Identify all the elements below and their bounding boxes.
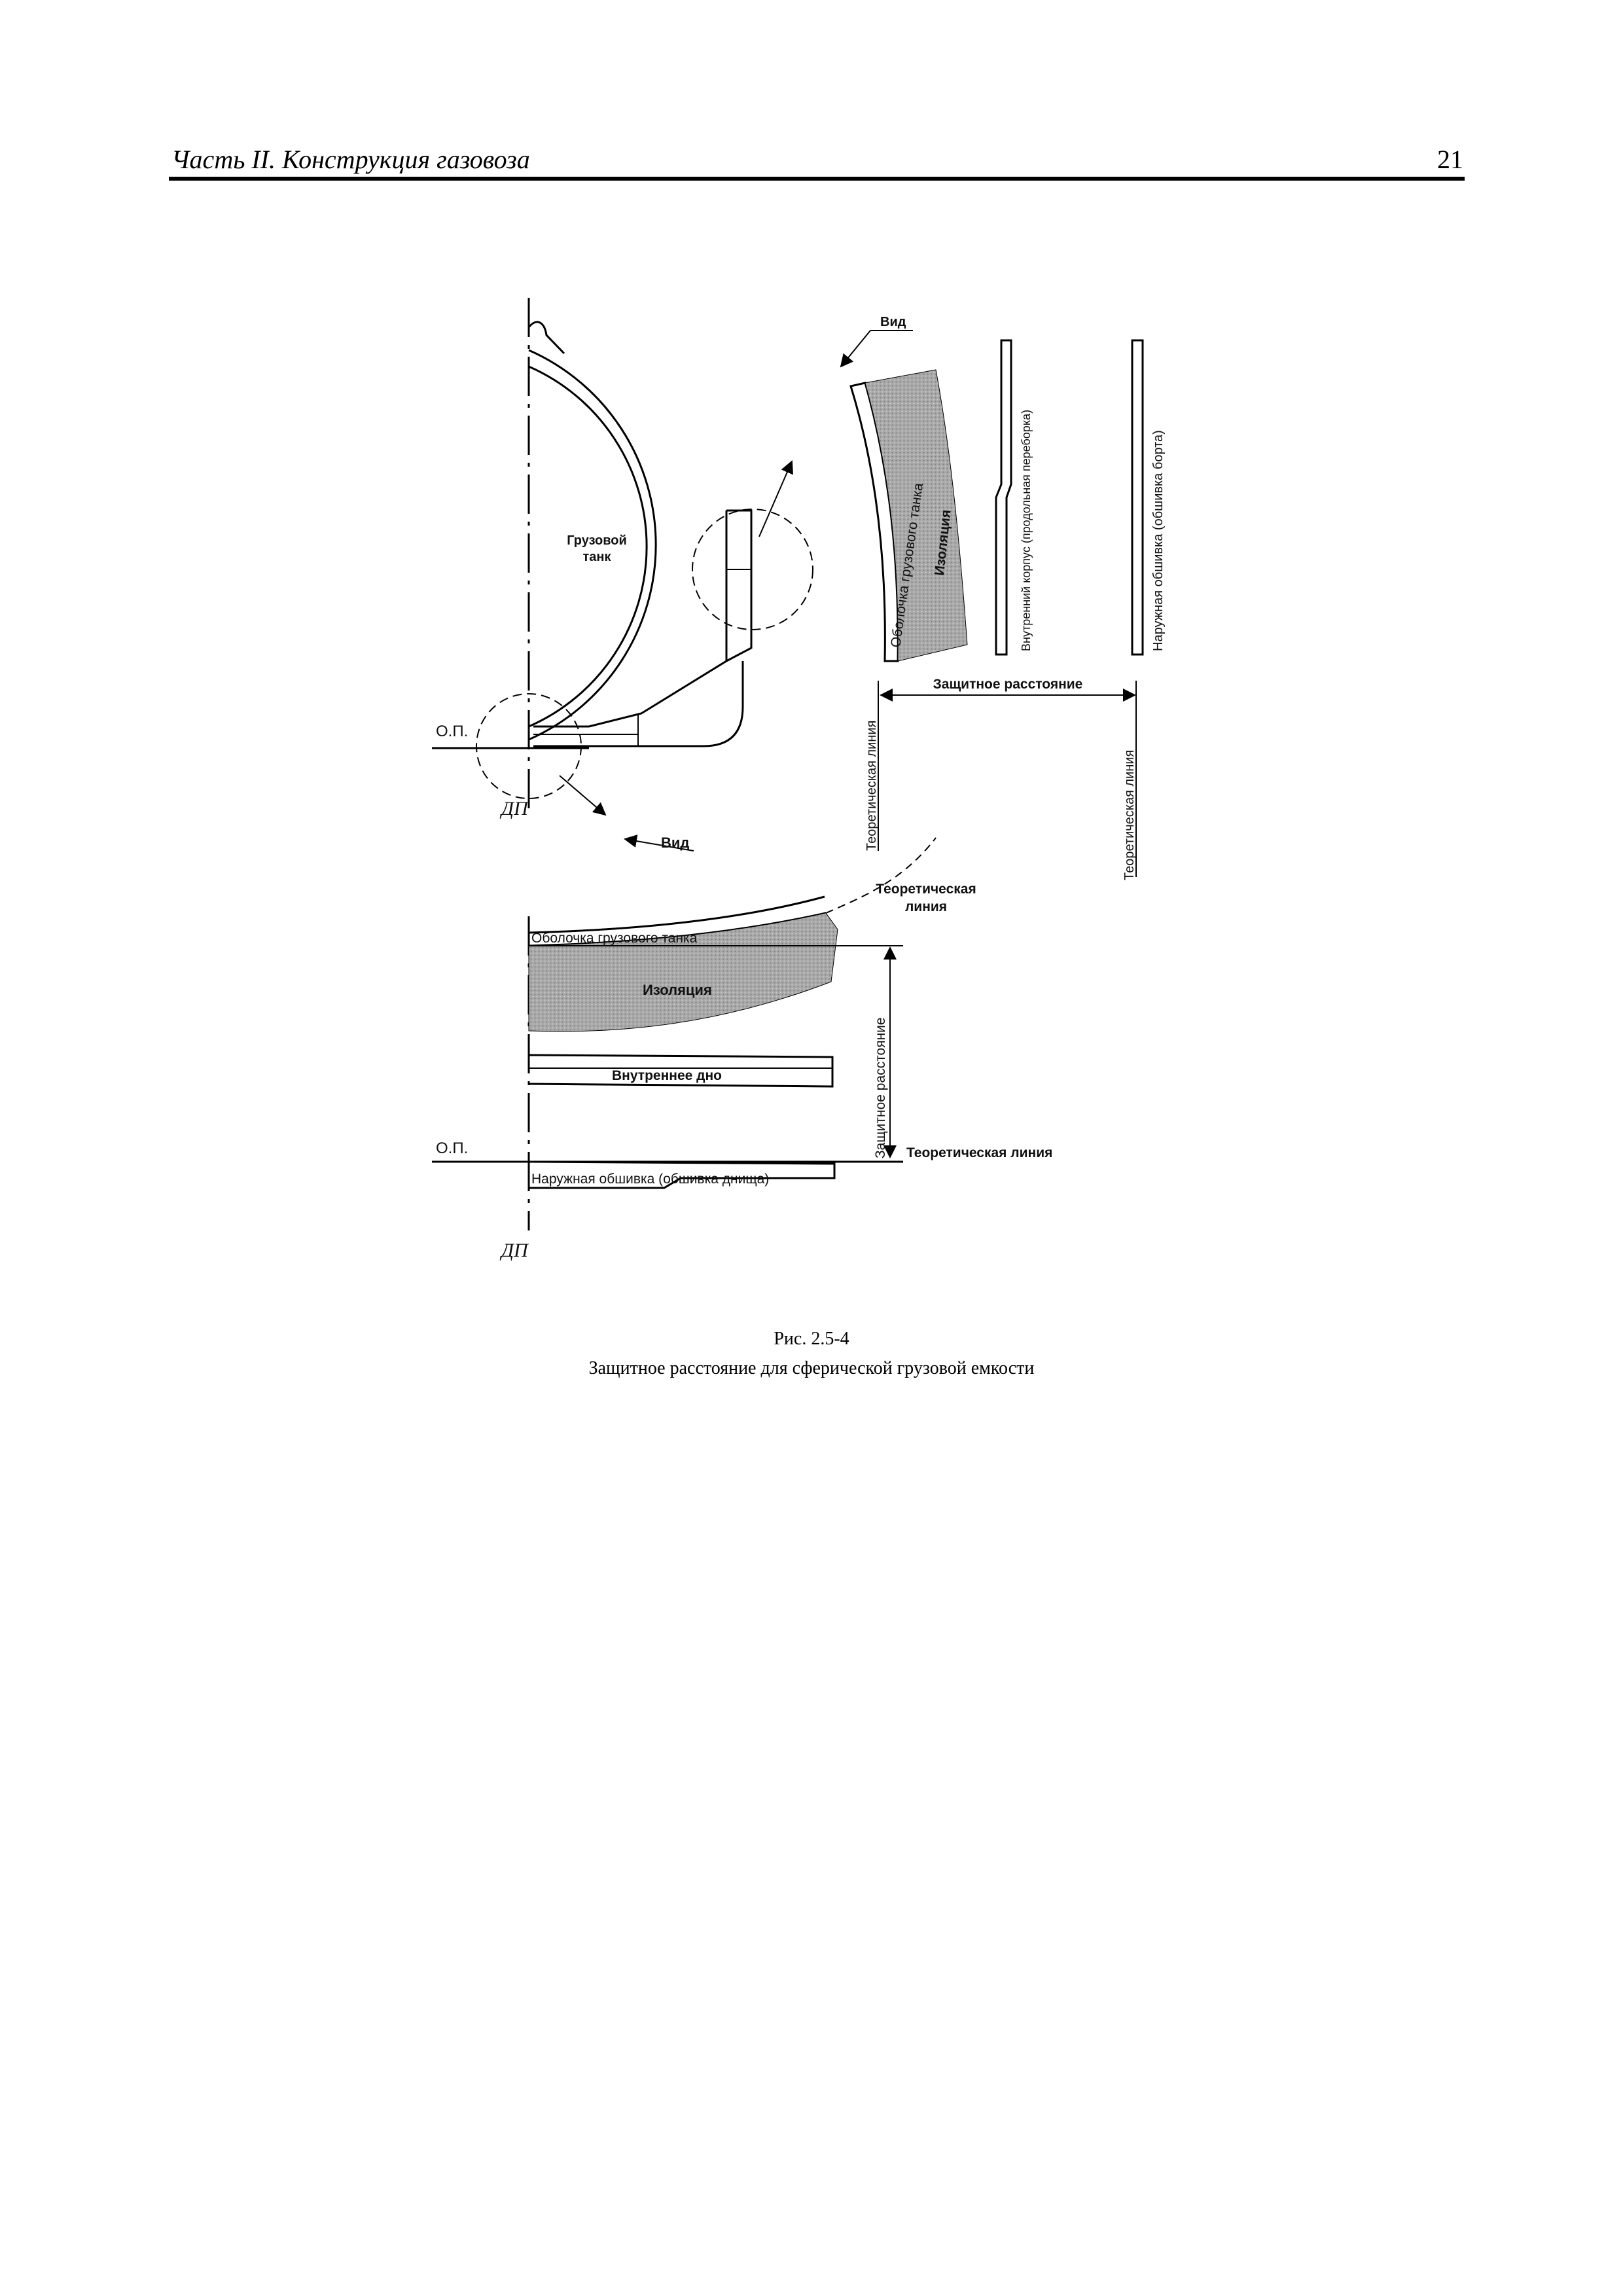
tank-cross-section <box>432 298 813 851</box>
bottom-centerline-label: ДП <box>501 1240 528 1261</box>
side-distance-label: Защитное расстояние <box>933 677 1083 692</box>
side-detail <box>841 331 1143 877</box>
baseline-label-top: О.П. <box>436 723 469 740</box>
side-inner-hull <box>996 340 1011 655</box>
view-label-lower: Вид <box>661 834 690 851</box>
bottom-outer-shell-label: Наружная обшивка (обшивка днища) <box>531 1172 770 1187</box>
figure-caption: Защитное расстояние для сферической грузовой емкости <box>588 1358 1035 1378</box>
page-number: 21 <box>1437 145 1463 174</box>
figure-number: Рис. 2.5-4 <box>774 1329 849 1349</box>
side-theoretical-line-left: Теоретическая линия <box>865 720 879 851</box>
bottom-insulation-label: Изоляция <box>643 982 712 998</box>
tank-label-line-2: танк <box>582 550 611 564</box>
inner-hull-side <box>533 511 726 726</box>
bottom-theoretical-line-label: Теоретическая линия <box>906 1145 1053 1160</box>
side-outer-shell-label: Наружная обшивка (обшивка борта) <box>1151 430 1166 651</box>
view-arrow-bottom <box>560 776 605 815</box>
side-bracket <box>726 511 751 661</box>
detail-circle-side <box>692 509 813 630</box>
bottom-tank-shell-label: Оболочка грузового танка <box>531 931 698 946</box>
side-inner-hull-label: Внутренний корпус (продольная переборка) <box>1020 409 1033 651</box>
bottom-baseline-label: О.П. <box>436 1139 469 1157</box>
bottom-distance-label: Защитное расстояние <box>873 1017 888 1158</box>
side-insulation-label: Изоляция <box>932 509 954 577</box>
centerline-label-top: ДП <box>501 798 528 819</box>
side-view-label: Вид <box>880 315 906 329</box>
tank-top-dome <box>529 322 564 353</box>
running-title: Часть II. Конструкция газовоза <box>171 145 530 174</box>
side-outer-shell <box>1132 340 1143 655</box>
view-arrow-side <box>759 461 792 537</box>
bottom-inner-bottom-label: Внутреннее дно <box>612 1068 722 1083</box>
side-theoretical-line-right: Теоретическая линия <box>1122 749 1137 880</box>
side-tank-shell-label: Оболочка грузового танка <box>888 482 927 649</box>
bottom-theoretical-line-top-1: Теоретическая <box>876 882 976 897</box>
bottom-theoretical-line-top-2: линия <box>904 899 948 914</box>
view-arrow-top <box>841 331 870 367</box>
tank-label-line-1: Грузовой <box>567 533 627 548</box>
